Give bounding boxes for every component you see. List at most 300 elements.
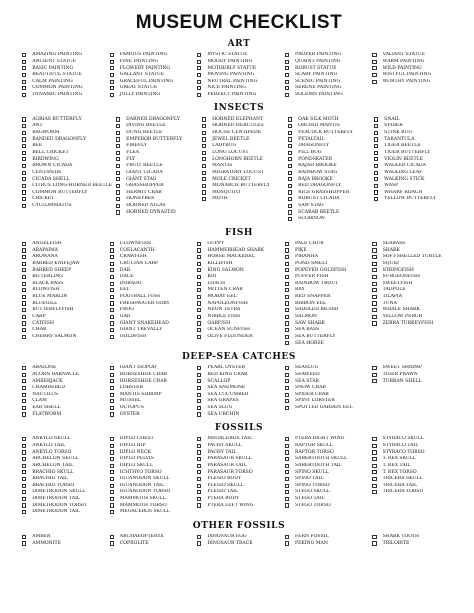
checklist-item[interactable] [116,176,198,182]
checklist-item[interactable] [22,241,106,247]
checklist-item[interactable] [22,176,112,182]
checklist-item[interactable] [372,372,456,378]
checklist-item[interactable] [22,85,106,91]
checkbox[interactable] [197,335,201,339]
checkbox[interactable] [372,255,376,259]
checkbox[interactable] [197,470,201,474]
checkbox[interactable] [197,53,201,57]
checklist-item[interactable] [197,320,281,326]
checkbox[interactable] [374,131,378,135]
checklist-item[interactable] [202,116,284,122]
checkbox[interactable] [110,444,114,448]
checkbox[interactable] [22,535,26,539]
checkbox[interactable] [285,341,289,345]
checklist-item[interactable] [22,307,106,313]
checkbox[interactable] [372,535,376,539]
checkbox[interactable] [374,151,378,155]
checkbox[interactable] [22,321,26,325]
checklist-item[interactable] [197,489,281,495]
checklist-item[interactable] [197,72,281,78]
checkbox[interactable] [110,282,114,286]
checklist-item[interactable] [116,150,198,156]
checklist-item[interactable] [22,534,106,540]
checklist-item[interactable] [197,65,281,71]
checkbox[interactable] [197,393,201,397]
checklist-item[interactable] [288,183,370,189]
checkbox[interactable] [372,366,376,370]
checkbox[interactable] [110,66,114,70]
checklist-item[interactable] [285,261,369,267]
checkbox[interactable] [197,248,201,252]
checklist-item[interactable] [285,92,369,98]
checklist-item[interactable] [285,540,369,546]
checklist-item[interactable] [110,503,194,509]
checklist-item[interactable] [374,190,456,196]
checkbox[interactable] [110,457,114,461]
checkbox[interactable] [22,541,26,545]
checklist-item[interactable] [197,405,281,411]
checkbox[interactable] [22,470,26,474]
checkbox[interactable] [285,406,289,410]
checkbox[interactable] [285,386,289,390]
checkbox[interactable] [288,157,292,161]
checklist-item[interactable] [374,176,456,182]
checklist-item[interactable] [285,449,369,455]
checkbox[interactable] [285,295,289,299]
checkbox[interactable] [22,301,26,305]
checkbox[interactable] [285,366,289,370]
checkbox[interactable] [372,541,376,545]
checklist-item[interactable] [197,327,281,333]
checkbox[interactable] [202,144,206,148]
checklist-item[interactable] [110,405,194,411]
checklist-item[interactable] [110,92,194,98]
checklist-item[interactable] [285,241,369,247]
checkbox[interactable] [116,177,120,181]
checkbox[interactable] [22,288,26,292]
checklist-item[interactable] [22,456,106,462]
checkbox[interactable] [22,124,26,128]
checklist-item[interactable] [372,241,456,247]
checkbox[interactable] [110,366,114,370]
checklist-item[interactable] [197,274,281,280]
checkbox[interactable] [22,190,26,194]
checklist-item[interactable] [110,241,194,247]
checkbox[interactable] [110,86,114,90]
checkbox[interactable] [285,328,289,332]
checkbox[interactable] [22,328,26,332]
checkbox[interactable] [285,66,289,70]
checkbox[interactable] [197,399,201,403]
checkbox[interactable] [116,171,120,175]
checkbox[interactable] [285,450,289,454]
checklist-item[interactable] [22,503,106,509]
checklist-item[interactable] [116,123,198,129]
checklist-item[interactable] [116,203,198,209]
checklist-item[interactable] [372,301,456,307]
checklist-item[interactable] [372,314,456,320]
checkbox[interactable] [22,164,26,168]
checklist-item[interactable] [202,130,284,136]
checkbox[interactable] [285,444,289,448]
checkbox[interactable] [22,379,26,383]
checklist-item[interactable] [197,281,281,287]
checkbox[interactable] [372,464,376,468]
checkbox[interactable] [288,131,292,135]
checklist-item[interactable] [372,443,456,449]
checkbox[interactable] [116,151,120,155]
checklist-item[interactable] [22,183,112,189]
checklist-item[interactable] [197,540,281,546]
checkbox[interactable] [372,248,376,252]
checkbox[interactable] [22,484,26,488]
checklist-item[interactable] [116,156,198,162]
checklist-item[interactable] [197,398,281,404]
checkbox[interactable] [110,535,114,539]
checkbox[interactable] [285,308,289,312]
checklist-item[interactable] [22,385,106,391]
checkbox[interactable] [202,124,206,128]
checklist-item[interactable] [285,503,369,509]
checkbox[interactable] [202,137,206,141]
checklist-item[interactable] [22,92,106,98]
checkbox[interactable] [197,315,201,319]
checkbox[interactable] [22,86,26,90]
checkbox[interactable] [22,171,26,175]
checklist-item[interactable] [22,334,106,340]
checkbox[interactable] [22,268,26,272]
checkbox[interactable] [288,151,292,155]
checkbox[interactable] [374,117,378,121]
checkbox[interactable] [197,86,201,90]
checklist-item[interactable] [22,483,106,489]
checkbox[interactable] [22,184,26,188]
checklist-item[interactable] [110,385,194,391]
checklist-item[interactable] [22,130,112,136]
checklist-item[interactable] [374,136,456,142]
checkbox[interactable] [116,164,120,168]
checklist-item[interactable] [285,274,369,280]
checklist-item[interactable] [285,52,369,58]
checkbox[interactable] [197,477,201,481]
checkbox[interactable] [197,60,201,64]
checklist-item[interactable] [110,294,194,300]
checkbox[interactable] [372,470,376,474]
checkbox[interactable] [110,53,114,57]
checkbox[interactable] [110,510,114,514]
checklist-item[interactable] [372,449,456,455]
checkbox[interactable] [372,80,376,84]
checklist-item[interactable] [197,314,281,320]
checkbox[interactable] [285,497,289,501]
checklist-item[interactable] [110,72,194,78]
checkbox[interactable] [116,210,120,214]
checkbox[interactable] [22,157,26,161]
checklist-item[interactable] [116,183,198,189]
checklist-item[interactable] [372,247,456,253]
checkbox[interactable] [110,503,114,507]
checklist-item[interactable] [285,496,369,502]
checklist-item[interactable] [197,79,281,85]
checklist-item[interactable] [285,287,369,293]
checkbox[interactable] [372,315,376,319]
checklist-item[interactable] [285,301,369,307]
checkbox[interactable] [288,117,292,121]
checklist-item[interactable] [110,334,194,340]
checkbox[interactable] [285,262,289,266]
checklist-item[interactable] [374,170,456,176]
checkbox[interactable] [22,197,26,201]
checklist-item[interactable] [110,476,194,482]
checklist-item[interactable] [22,540,106,546]
checkbox[interactable] [110,335,114,339]
checklist-item[interactable] [110,509,194,515]
checklist-item[interactable] [22,496,106,502]
checklist-item[interactable] [197,241,281,247]
checklist-item[interactable] [22,163,112,169]
checklist-item[interactable] [372,267,456,273]
checklist-item[interactable] [372,65,456,71]
checkbox[interactable] [288,137,292,141]
checklist-item[interactable] [285,476,369,482]
checkbox[interactable] [202,177,206,181]
checkbox[interactable] [285,379,289,383]
checkbox[interactable] [110,262,114,266]
checklist-item[interactable] [22,123,112,129]
checklist-item[interactable] [202,123,284,129]
checkbox[interactable] [22,444,26,448]
checklist-item[interactable] [197,385,281,391]
checklist-item[interactable] [197,261,281,267]
checklist-item[interactable] [22,327,106,333]
checkbox[interactable] [372,477,376,481]
checklist-item[interactable] [22,274,106,280]
checklist-item[interactable] [110,327,194,333]
checkbox[interactable] [22,477,26,481]
checklist-item[interactable] [197,463,281,469]
checklist-item[interactable] [372,254,456,260]
checkbox[interactable] [110,288,114,292]
checkbox[interactable] [202,184,206,188]
checklist-item[interactable] [197,372,281,378]
checkbox[interactable] [110,275,114,279]
checkbox[interactable] [116,197,120,201]
checklist-item[interactable] [374,123,456,129]
checkbox[interactable] [197,301,201,305]
checklist-item[interactable] [197,496,281,502]
checklist-item[interactable] [197,287,281,293]
checkbox[interactable] [110,399,114,403]
checklist-item[interactable] [374,156,456,162]
checklist-item[interactable] [110,247,194,253]
checklist-item[interactable] [285,327,369,333]
checklist-item[interactable] [110,307,194,313]
checkbox[interactable] [22,393,26,397]
checklist-item[interactable] [285,320,369,326]
checklist-item[interactable] [110,254,194,260]
checklist-item[interactable] [22,436,106,442]
checklist-item[interactable] [372,476,456,482]
checkbox[interactable] [285,437,289,441]
checkbox[interactable] [22,80,26,84]
checkbox[interactable] [374,197,378,201]
checklist-item[interactable] [285,443,369,449]
checklist-item[interactable] [202,143,284,149]
checklist-item[interactable] [116,163,198,169]
checklist-item[interactable] [22,301,106,307]
checkbox[interactable] [22,335,26,339]
checkbox[interactable] [22,497,26,501]
checklist-item[interactable] [110,398,194,404]
checklist-item[interactable] [110,365,194,371]
checkbox[interactable] [110,242,114,246]
checklist-item[interactable] [110,52,194,58]
checkbox[interactable] [285,86,289,90]
checkbox[interactable] [202,131,206,135]
checkbox[interactable] [116,190,120,194]
checklist-item[interactable] [110,469,194,475]
checklist-item[interactable] [285,405,369,411]
checkbox[interactable] [110,248,114,252]
checklist-item[interactable] [202,190,284,196]
checklist-item[interactable] [372,307,456,313]
checkbox[interactable] [374,171,378,175]
checklist-item[interactable] [374,150,456,156]
checkbox[interactable] [372,275,376,279]
checkbox[interactable] [197,275,201,279]
checkbox[interactable] [285,503,289,507]
checklist-item[interactable] [110,59,194,65]
checkbox[interactable] [22,315,26,319]
checklist-item[interactable] [285,307,369,313]
checklist-item[interactable] [110,496,194,502]
checkbox[interactable] [285,470,289,474]
checklist-item[interactable] [22,59,106,65]
checklist-item[interactable] [22,52,106,58]
checklist-item[interactable] [22,190,112,196]
checklist-item[interactable] [288,163,370,169]
checklist-item[interactable] [197,52,281,58]
checklist-item[interactable] [285,340,369,346]
checkbox[interactable] [288,171,292,175]
checklist-item[interactable] [288,130,370,136]
checkbox[interactable] [110,268,114,272]
checkbox[interactable] [202,151,206,155]
checklist-item[interactable] [22,72,106,78]
checklist-item[interactable] [110,274,194,280]
checkbox[interactable] [22,262,26,266]
checklist-item[interactable] [197,92,281,98]
checkbox[interactable] [22,282,26,286]
checkbox[interactable] [22,437,26,441]
checkbox[interactable] [197,262,201,266]
checkbox[interactable] [197,73,201,77]
checklist-item[interactable] [110,372,194,378]
checklist-item[interactable] [285,392,369,398]
checklist-item[interactable] [197,59,281,65]
checkbox[interactable] [110,406,114,410]
checklist-item[interactable] [110,456,194,462]
checklist-item[interactable] [22,247,106,253]
checklist-item[interactable] [22,392,106,398]
checkbox[interactable] [22,144,26,148]
checkbox[interactable] [197,93,201,97]
checkbox[interactable] [202,190,206,194]
checkbox[interactable] [285,255,289,259]
checkbox[interactable] [22,510,26,514]
checkbox[interactable] [372,450,376,454]
checklist-item[interactable] [202,176,284,182]
checklist-item[interactable] [288,116,370,122]
checklist-item[interactable] [22,65,106,71]
checkbox[interactable] [110,490,114,494]
checkbox[interactable] [202,164,206,168]
checkbox[interactable] [372,242,376,246]
checkbox[interactable] [197,386,201,390]
checkbox[interactable] [285,315,289,319]
checklist-item[interactable] [285,489,369,495]
checklist-item[interactable] [197,254,281,260]
checkbox[interactable] [372,321,376,325]
checklist-item[interactable] [285,385,369,391]
checkbox[interactable] [288,184,292,188]
checkbox[interactable] [110,321,114,325]
checkbox[interactable] [374,164,378,168]
checkbox[interactable] [372,379,376,383]
checklist-item[interactable] [288,156,370,162]
checklist-item[interactable] [288,196,370,202]
checklist-item[interactable] [22,150,112,156]
checkbox[interactable] [110,328,114,332]
checkbox[interactable] [116,137,120,141]
checkbox[interactable] [285,301,289,305]
checklist-item[interactable] [285,79,369,85]
checklist-item[interactable] [374,116,456,122]
checklist-item[interactable] [22,372,106,378]
checklist-item[interactable] [288,216,370,222]
checklist-item[interactable] [22,443,106,449]
checklist-item[interactable] [372,456,456,462]
checkbox[interactable] [285,53,289,57]
checklist-item[interactable] [374,130,456,136]
checklist-item[interactable] [374,183,456,189]
checklist-item[interactable] [372,469,456,475]
checkbox[interactable] [197,268,201,272]
checkbox[interactable] [116,117,120,121]
checklist-item[interactable] [116,130,198,136]
checklist-item[interactable] [202,183,284,189]
checklist-item[interactable] [22,320,106,326]
checklist-item[interactable] [288,123,370,129]
checklist-item[interactable] [116,170,198,176]
checkbox[interactable] [197,66,201,70]
checkbox[interactable] [110,386,114,390]
checkbox[interactable] [22,366,26,370]
checkbox[interactable] [374,184,378,188]
checkbox[interactable] [202,117,206,121]
checkbox[interactable] [374,124,378,128]
checkbox[interactable] [22,255,26,259]
checklist-item[interactable] [202,170,284,176]
checkbox[interactable] [374,157,378,161]
checklist-item[interactable] [285,398,369,404]
checkbox[interactable] [22,503,26,507]
checklist-item[interactable] [202,136,284,142]
checkbox[interactable] [197,444,201,448]
checkbox[interactable] [22,117,26,121]
checklist-item[interactable] [288,143,370,149]
checklist-item[interactable] [288,203,370,209]
